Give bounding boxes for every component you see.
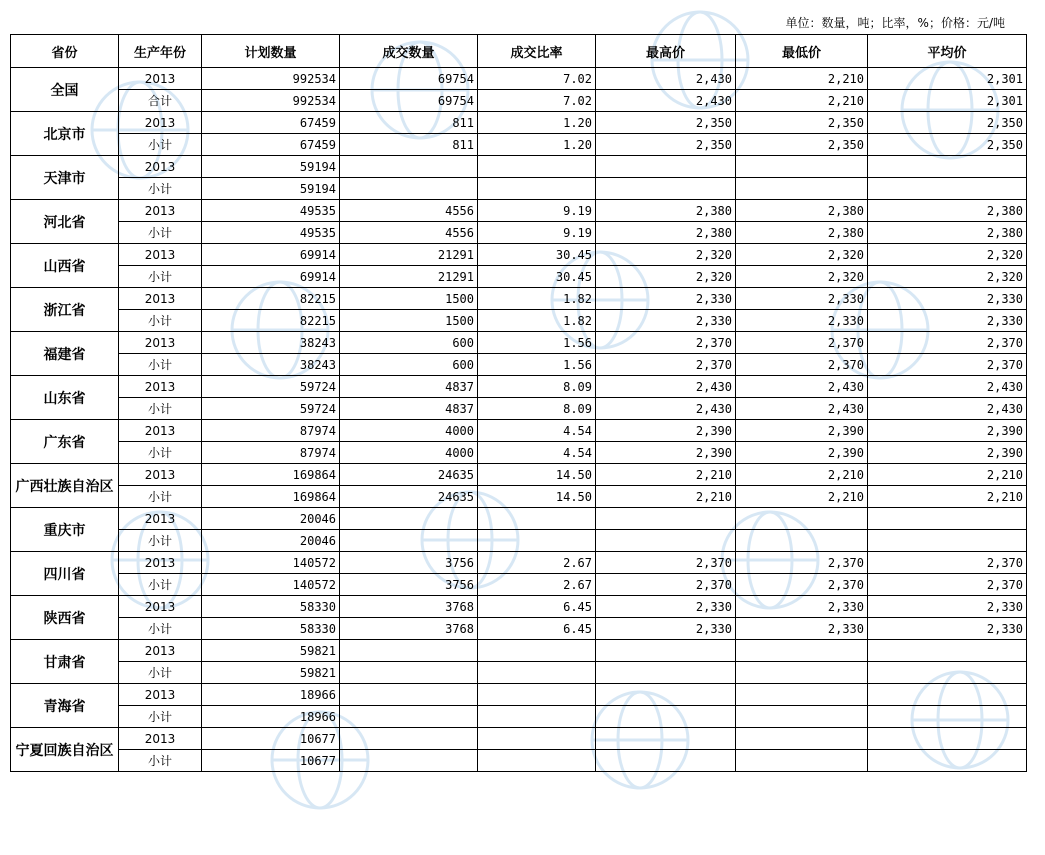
deal-ratio-cell: 30.45 (478, 244, 596, 266)
min-price-cell: 2,330 (736, 310, 868, 332)
plan-qty-cell: 59724 (202, 376, 340, 398)
deal-ratio-cell (478, 156, 596, 178)
table-row (11, 596, 1027, 618)
avg-price-cell: 2,301 (868, 68, 1027, 90)
min-price-cell: 2,430 (736, 398, 868, 420)
province-cell: 北京市 (11, 112, 119, 156)
deal-ratio-cell: 30.45 (478, 266, 596, 288)
table-row (11, 90, 1027, 112)
max-price-cell (596, 156, 736, 178)
avg-price-cell (868, 640, 1027, 662)
plan-qty-cell: 58330 (202, 618, 340, 640)
avg-price-cell: 2,350 (868, 112, 1027, 134)
table-row (11, 618, 1027, 640)
province-cell: 广西壮族自治区 (11, 464, 119, 508)
table-row (11, 552, 1027, 574)
min-price-cell (736, 508, 868, 530)
plan-qty-cell: 69914 (202, 266, 340, 288)
deal-ratio-cell (478, 706, 596, 728)
min-price-cell: 2,330 (736, 618, 868, 640)
max-price-cell: 2,350 (596, 134, 736, 156)
table-row (11, 640, 1027, 662)
max-price-cell: 2,430 (596, 90, 736, 112)
deal-ratio-cell: 1.82 (478, 310, 596, 332)
avg-price-cell: 2,301 (868, 90, 1027, 112)
max-price-cell: 2,330 (596, 310, 736, 332)
max-price-cell: 2,370 (596, 354, 736, 376)
min-price-cell: 2,350 (736, 134, 868, 156)
min-price-cell (736, 684, 868, 706)
max-price-cell: 2,320 (596, 266, 736, 288)
min-price-cell (736, 662, 868, 684)
plan-qty-cell: 59194 (202, 156, 340, 178)
deal-qty-cell (340, 640, 478, 662)
province-cell: 甘肃省 (11, 640, 119, 684)
plan-qty-cell: 20046 (202, 508, 340, 530)
plan-qty-cell: 38243 (202, 354, 340, 376)
deal-ratio-cell (478, 728, 596, 750)
avg-price-cell: 2,320 (868, 266, 1027, 288)
min-price-cell (736, 640, 868, 662)
max-price-cell: 2,380 (596, 222, 736, 244)
table-row (11, 112, 1027, 134)
deal-ratio-cell: 9.19 (478, 200, 596, 222)
deal-qty-cell: 24635 (340, 464, 478, 486)
col-header-year: 生产年份 (119, 35, 202, 68)
min-price-cell: 2,210 (736, 486, 868, 508)
max-price-cell (596, 530, 736, 552)
year-cell: 2013 (119, 508, 202, 530)
plan-qty-cell: 87974 (202, 442, 340, 464)
plan-qty-cell: 992534 (202, 90, 340, 112)
province-cell: 山西省 (11, 244, 119, 288)
plan-qty-cell: 67459 (202, 134, 340, 156)
min-price-cell: 2,370 (736, 354, 868, 376)
year-cell: 小计 (119, 266, 202, 288)
max-price-cell: 2,370 (596, 552, 736, 574)
deal-qty-cell: 4556 (340, 200, 478, 222)
deal-qty-cell: 3756 (340, 574, 478, 596)
deal-ratio-cell: 6.45 (478, 618, 596, 640)
plan-qty-cell: 38243 (202, 332, 340, 354)
max-price-cell (596, 662, 736, 684)
plan-qty-cell: 10677 (202, 728, 340, 750)
year-cell: 2013 (119, 552, 202, 574)
deal-ratio-cell: 1.82 (478, 288, 596, 310)
year-cell: 2013 (119, 200, 202, 222)
col-header-min-price: 最低价 (736, 35, 868, 68)
year-cell: 小计 (119, 354, 202, 376)
avg-price-cell: 2,370 (868, 574, 1027, 596)
max-price-cell (596, 750, 736, 772)
table-row (11, 288, 1027, 310)
plan-qty-cell: 140572 (202, 574, 340, 596)
deal-qty-cell: 600 (340, 332, 478, 354)
max-price-cell: 2,370 (596, 332, 736, 354)
col-header-avg-price: 平均价 (868, 35, 1027, 68)
deal-qty-cell (340, 508, 478, 530)
province-cell: 全国 (11, 68, 119, 112)
avg-price-cell (868, 508, 1027, 530)
table-row (11, 486, 1027, 508)
max-price-cell: 2,370 (596, 574, 736, 596)
table-row (11, 420, 1027, 442)
deal-ratio-cell: 1.20 (478, 112, 596, 134)
table-row (11, 728, 1027, 750)
year-cell: 小计 (119, 706, 202, 728)
deal-ratio-cell: 1.20 (478, 134, 596, 156)
year-cell: 小计 (119, 310, 202, 332)
table-header-row (11, 35, 1027, 68)
year-cell: 2013 (119, 332, 202, 354)
avg-price-cell: 2,380 (868, 200, 1027, 222)
province-cell: 青海省 (11, 684, 119, 728)
min-price-cell: 2,380 (736, 222, 868, 244)
table-row (11, 530, 1027, 552)
min-price-cell: 2,380 (736, 200, 868, 222)
avg-price-cell: 2,380 (868, 222, 1027, 244)
max-price-cell: 2,210 (596, 464, 736, 486)
min-price-cell: 2,320 (736, 244, 868, 266)
col-header-max-price: 最高价 (596, 35, 736, 68)
grain-trade-table (10, 34, 1027, 772)
min-price-cell (736, 178, 868, 200)
plan-qty-cell: 169864 (202, 486, 340, 508)
plan-qty-cell: 20046 (202, 530, 340, 552)
min-price-cell (736, 530, 868, 552)
unit-note: 单位：数量，吨；比率，%；价格：元/吨 (785, 16, 1005, 30)
avg-price-cell (868, 530, 1027, 552)
deal-ratio-cell: 14.50 (478, 464, 596, 486)
table-row (11, 354, 1027, 376)
min-price-cell: 2,350 (736, 112, 868, 134)
table-row (11, 750, 1027, 772)
table-row (11, 464, 1027, 486)
min-price-cell: 2,390 (736, 442, 868, 464)
table-row (11, 662, 1027, 684)
province-cell: 四川省 (11, 552, 119, 596)
year-cell: 小计 (119, 442, 202, 464)
year-cell: 2013 (119, 464, 202, 486)
avg-price-cell: 2,350 (868, 134, 1027, 156)
year-cell: 2013 (119, 640, 202, 662)
plan-qty-cell: 59724 (202, 398, 340, 420)
plan-qty-cell: 59821 (202, 662, 340, 684)
plan-qty-cell: 992534 (202, 68, 340, 90)
deal-qty-cell: 4000 (340, 420, 478, 442)
province-cell: 福建省 (11, 332, 119, 376)
deal-ratio-cell (478, 530, 596, 552)
deal-ratio-cell (478, 508, 596, 530)
max-price-cell: 2,390 (596, 442, 736, 464)
table-row (11, 156, 1027, 178)
avg-price-cell: 2,330 (868, 596, 1027, 618)
plan-qty-cell: 87974 (202, 420, 340, 442)
province-cell: 广东省 (11, 420, 119, 464)
max-price-cell (596, 706, 736, 728)
max-price-cell (596, 178, 736, 200)
plan-qty-cell: 169864 (202, 464, 340, 486)
min-price-cell: 2,370 (736, 552, 868, 574)
avg-price-cell (868, 750, 1027, 772)
province-cell: 宁夏回族自治区 (11, 728, 119, 772)
deal-qty-cell (340, 684, 478, 706)
year-cell: 2013 (119, 420, 202, 442)
deal-qty-cell (340, 728, 478, 750)
min-price-cell (736, 750, 868, 772)
max-price-cell: 2,380 (596, 200, 736, 222)
avg-price-cell (868, 662, 1027, 684)
avg-price-cell: 2,330 (868, 310, 1027, 332)
min-price-cell (736, 156, 868, 178)
deal-ratio-cell: 1.56 (478, 354, 596, 376)
max-price-cell (596, 728, 736, 750)
max-price-cell: 2,430 (596, 68, 736, 90)
deal-ratio-cell (478, 178, 596, 200)
year-cell: 2013 (119, 112, 202, 134)
province-cell: 重庆市 (11, 508, 119, 552)
year-cell: 2013 (119, 596, 202, 618)
year-cell: 2013 (119, 288, 202, 310)
deal-qty-cell: 1500 (340, 288, 478, 310)
deal-qty-cell (340, 706, 478, 728)
year-cell: 小计 (119, 574, 202, 596)
avg-price-cell: 2,430 (868, 398, 1027, 420)
year-cell: 2013 (119, 244, 202, 266)
min-price-cell: 2,370 (736, 574, 868, 596)
table-row (11, 398, 1027, 420)
year-cell: 小计 (119, 750, 202, 772)
deal-ratio-cell: 14.50 (478, 486, 596, 508)
deal-qty-cell: 69754 (340, 90, 478, 112)
max-price-cell: 2,390 (596, 420, 736, 442)
province-cell: 陕西省 (11, 596, 119, 640)
deal-ratio-cell: 4.54 (478, 420, 596, 442)
deal-ratio-cell: 8.09 (478, 376, 596, 398)
table-row (11, 508, 1027, 530)
deal-qty-cell (340, 156, 478, 178)
min-price-cell (736, 706, 868, 728)
deal-ratio-cell (478, 684, 596, 706)
deal-ratio-cell: 6.45 (478, 596, 596, 618)
col-header-plan-qty: 计划数量 (202, 35, 340, 68)
deal-ratio-cell: 7.02 (478, 90, 596, 112)
max-price-cell: 2,320 (596, 244, 736, 266)
table-row (11, 200, 1027, 222)
deal-qty-cell (340, 530, 478, 552)
deal-ratio-cell (478, 750, 596, 772)
table-row (11, 706, 1027, 728)
plan-qty-cell: 58330 (202, 596, 340, 618)
year-cell: 合计 (119, 90, 202, 112)
deal-qty-cell: 3756 (340, 552, 478, 574)
plan-qty-cell: 67459 (202, 112, 340, 134)
avg-price-cell: 2,370 (868, 354, 1027, 376)
plan-qty-cell: 18966 (202, 706, 340, 728)
deal-qty-cell: 21291 (340, 244, 478, 266)
plan-qty-cell: 59821 (202, 640, 340, 662)
max-price-cell: 2,430 (596, 376, 736, 398)
min-price-cell: 2,210 (736, 68, 868, 90)
max-price-cell: 2,330 (596, 596, 736, 618)
min-price-cell: 2,430 (736, 376, 868, 398)
deal-qty-cell: 4556 (340, 222, 478, 244)
min-price-cell: 2,210 (736, 464, 868, 486)
year-cell: 2013 (119, 684, 202, 706)
year-cell: 2013 (119, 68, 202, 90)
year-cell: 小计 (119, 486, 202, 508)
min-price-cell: 2,320 (736, 266, 868, 288)
avg-price-cell (868, 156, 1027, 178)
deal-ratio-cell: 2.67 (478, 552, 596, 574)
plan-qty-cell: 59194 (202, 178, 340, 200)
avg-price-cell: 2,390 (868, 420, 1027, 442)
deal-qty-cell: 69754 (340, 68, 478, 90)
year-cell: 2013 (119, 156, 202, 178)
deal-ratio-cell: 1.56 (478, 332, 596, 354)
avg-price-cell: 2,370 (868, 552, 1027, 574)
deal-qty-cell: 811 (340, 112, 478, 134)
province-cell: 山东省 (11, 376, 119, 420)
year-cell: 小计 (119, 134, 202, 156)
max-price-cell (596, 640, 736, 662)
avg-price-cell: 2,430 (868, 376, 1027, 398)
plan-qty-cell: 18966 (202, 684, 340, 706)
table-row (11, 332, 1027, 354)
deal-qty-cell: 24635 (340, 486, 478, 508)
deal-qty-cell (340, 178, 478, 200)
min-price-cell (736, 728, 868, 750)
year-cell: 2013 (119, 728, 202, 750)
avg-price-cell: 2,330 (868, 618, 1027, 640)
min-price-cell: 2,210 (736, 90, 868, 112)
table-row (11, 244, 1027, 266)
col-header-deal-qty: 成交数量 (340, 35, 478, 68)
deal-qty-cell: 3768 (340, 596, 478, 618)
max-price-cell (596, 684, 736, 706)
plan-qty-cell: 49535 (202, 222, 340, 244)
deal-qty-cell: 811 (340, 134, 478, 156)
deal-qty-cell: 3768 (340, 618, 478, 640)
plan-qty-cell: 49535 (202, 200, 340, 222)
year-cell: 2013 (119, 376, 202, 398)
year-cell: 小计 (119, 618, 202, 640)
deal-ratio-cell: 8.09 (478, 398, 596, 420)
avg-price-cell (868, 706, 1027, 728)
year-cell: 小计 (119, 530, 202, 552)
col-header-province: 省份 (11, 35, 119, 68)
min-price-cell: 2,330 (736, 288, 868, 310)
province-cell: 浙江省 (11, 288, 119, 332)
avg-price-cell: 2,390 (868, 442, 1027, 464)
table-row (11, 134, 1027, 156)
min-price-cell: 2,330 (736, 596, 868, 618)
avg-price-cell: 2,320 (868, 244, 1027, 266)
plan-qty-cell: 10677 (202, 750, 340, 772)
deal-ratio-cell: 7.02 (478, 68, 596, 90)
deal-qty-cell: 21291 (340, 266, 478, 288)
max-price-cell: 2,350 (596, 112, 736, 134)
plan-qty-cell: 140572 (202, 552, 340, 574)
year-cell: 小计 (119, 178, 202, 200)
province-cell: 河北省 (11, 200, 119, 244)
table-row (11, 178, 1027, 200)
max-price-cell (596, 508, 736, 530)
table-row (11, 684, 1027, 706)
deal-qty-cell: 600 (340, 354, 478, 376)
avg-price-cell: 2,210 (868, 486, 1027, 508)
plan-qty-cell: 69914 (202, 244, 340, 266)
avg-price-cell (868, 728, 1027, 750)
deal-ratio-cell: 4.54 (478, 442, 596, 464)
avg-price-cell: 2,330 (868, 288, 1027, 310)
avg-price-cell: 2,210 (868, 464, 1027, 486)
table-row (11, 222, 1027, 244)
deal-qty-cell: 4837 (340, 398, 478, 420)
avg-price-cell (868, 178, 1027, 200)
province-cell: 天津市 (11, 156, 119, 200)
table-row (11, 310, 1027, 332)
deal-qty-cell: 4837 (340, 376, 478, 398)
year-cell: 小计 (119, 398, 202, 420)
deal-ratio-cell (478, 640, 596, 662)
deal-ratio-cell (478, 662, 596, 684)
table-row (11, 574, 1027, 596)
min-price-cell: 2,370 (736, 332, 868, 354)
plan-qty-cell: 82215 (202, 288, 340, 310)
avg-price-cell: 2,370 (868, 332, 1027, 354)
year-cell: 小计 (119, 662, 202, 684)
max-price-cell: 2,330 (596, 288, 736, 310)
col-header-deal-ratio: 成交比率 (478, 35, 596, 68)
table-row (11, 266, 1027, 288)
year-cell: 小计 (119, 222, 202, 244)
deal-qty-cell: 4000 (340, 442, 478, 464)
max-price-cell: 2,210 (596, 486, 736, 508)
plan-qty-cell: 82215 (202, 310, 340, 332)
min-price-cell: 2,390 (736, 420, 868, 442)
deal-ratio-cell: 2.67 (478, 574, 596, 596)
avg-price-cell (868, 684, 1027, 706)
deal-ratio-cell: 9.19 (478, 222, 596, 244)
deal-qty-cell (340, 750, 478, 772)
table-row (11, 442, 1027, 464)
deal-qty-cell: 1500 (340, 310, 478, 332)
deal-qty-cell (340, 662, 478, 684)
max-price-cell: 2,430 (596, 398, 736, 420)
table-row (11, 68, 1027, 90)
max-price-cell: 2,330 (596, 618, 736, 640)
table-row (11, 376, 1027, 398)
